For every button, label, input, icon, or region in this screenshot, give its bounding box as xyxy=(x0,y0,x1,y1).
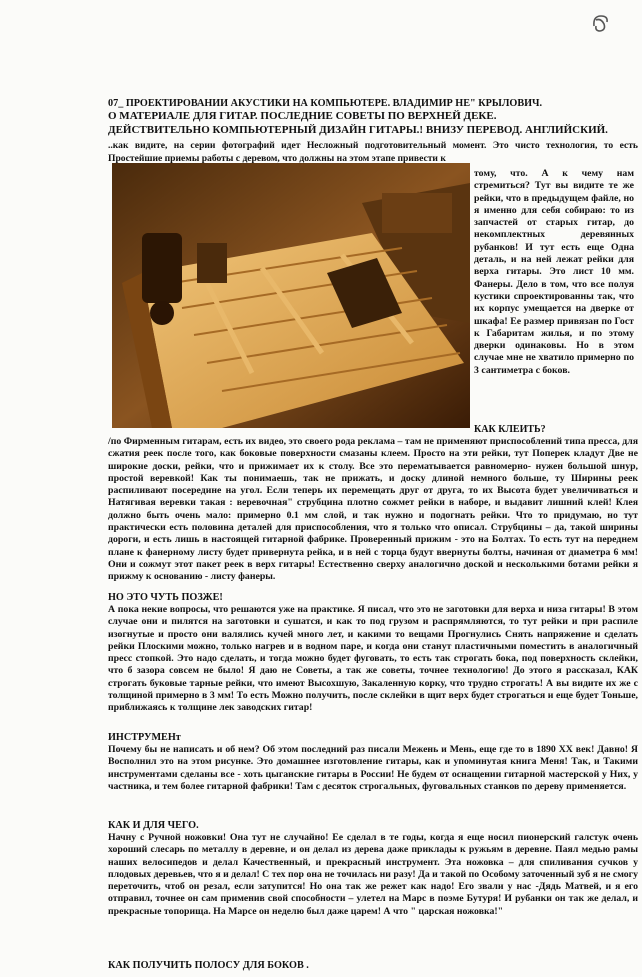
section-heading-tool: ИНСТРУМЕНт xyxy=(108,732,181,743)
workshop-photo-drawing xyxy=(112,163,470,428)
paragraph-tool: Почему бы не написать и об нем? Об этом последний раз писали Межень и Мень, еще где то в 1890 XX век! Давно! Я Восполнил это на этом рисунке. Это домашнее изготовление гитары, как и упоминутая книга Меня! Так, и Такими инструментами сделаны все - хоть цыганские гитары в России! Не будем от оснащении гитарной мастерской у Них, у частника, и тем более гитарной фабрики! Там с десяток строгальных, фуговальных станков по дереву применяется. xyxy=(108,744,638,792)
section-heading-later: НО ЭТО ЧУТЬ ПОЗЖЕ! xyxy=(108,592,223,603)
header-line-3: ДЕЙСТВИТЕЛЬНО КОМПЬЮТЕРНЫЙ ДИЗАЙН ГИТАРЫ.! ВНИЗУ ПЕРЕВОД. АНГЛИЙСКИЙ. xyxy=(108,124,608,136)
paragraph-practice: А пока некие вопросы, что решаются уже на практике. Я писал, что это не заготовки для верха и низа гитары! В этом случае они и пилятся на заготовки и сушатся, и как то под грузом и распрямляются, то тут рейки и при распиле изогнутые и просто они валялись кучей много лет, и какими то вещами Прогнулись Снять напряжение и сделать рейки Плоскими можно, только нагрев и в водном паре, и когда они станут пластичными поместить в аналогичный пресс стопкой. Это надо сделать, и тогда можно будет фуговать, то есть так строгать бока, под поверхность склейки, что б зазора совсем не было! Я даю не Советы, а так же советы, точнее технологию! До этого я рассказал, КАК строгать буковые тарные рейки, что имеют Высохшую, Закаленную корку, что трудно строгать! А вы видите их же с толщиной примерно в 3 мм! То есть Можно получить, после склейки в щит верх будет строгаться и еще будет Тоньше, приближаясь к толщине лек заводских гитар! xyxy=(108,604,638,714)
header-line-1: 07_ ПРОЕКТИРОВАНИИ АКУСТИКИ НА КОМПЬЮТЕРЕ. ВЛАДИМИР НЕ" КРЫЛОВИЧ. xyxy=(108,98,543,109)
side-column-text: тому, что. А к чему нам стремиться? Тут вы видите те же рейки, что в предыдущем файле, но я именно для себя собираю: то из запчастей от старых гитар, до некомплектных деревянных рубанков! И тут есть еще Одна деталь, и на ней лежат рейки для верха гитары. Это лист 10 мм. Фанеры. Дело в том, что все полуя кустики спроектированны так, что их корпус умещается на дверке от шкафа! Ее размер привязан по Гост к Габаритам жилья, и по этому дверки одинаковы. Но в этом случае мне не хватило примерно по 3 сантиметра с боков. xyxy=(474,168,634,376)
section-heading-why: КАК И ДЛЯ ЧЕГО. xyxy=(108,820,199,831)
workshop-photo xyxy=(112,163,470,428)
section-heading-how-glue: КАК КЛЕИТЬ? xyxy=(474,424,546,435)
corner-scribble-mark xyxy=(590,12,612,36)
header-line-2: О МАТЕРИАЛЕ ДЛЯ ГИТАР. ПОСЛЕДНИЕ СОВЕТЫ ПО ВЕРХНЕЙ ДЕКЕ. xyxy=(108,110,497,122)
paragraph-saw: Начну с Ручной ножовки! Она тут не случайно! Ее сделал в те годы, когда я еще носил пионерский галстук очень хороший слесарь по металлу в деревне, и он делал из дерева даже приклады к ружьям в деревне. Паял медью рамы наших велосипедов и делал Качественный, и прекрасный инструмент. Эта ножовка – для спиливания сучков у плодовых деревьев, что я и делал! С тех пор она не точилась ни разу! Да и такой по Особому заточенный зуб я не смогу переточить, чтоб он резал, если затупится! Но она так же режет как надо! Его звали у нас -Дядь Матвей, и я его отправил, точнее он сам применив свой способности – улетел на Марс в поэме Бутуря! И рубанки он так же делал, и прекрасные топорища. На Марсе он неделю был даже царем! А что " царская ножовка!" xyxy=(108,832,638,917)
section-heading-strip: КАК ПОЛУЧИТЬ ПОЛОСУ ДЛЯ БОКОВ . xyxy=(108,960,309,971)
paragraph-gluing: /по Фирменным гитарам, есть их видео, это своего рода реклама – там не применяют приспособлений типа пресса, для сжатия реек после того, как боковые поверхности смазаны клеем. Просто на эти рейки, тут Поперек кладут Две не широкие доски, рейки, что и прижимает их к столу. Все это перематывается равномерно- нужен большой шнур, простой веревкой! Как ты понимаешь, так не прижать, и доску длиной немного больше, ту Ширины реек распиливают посередине на угол. Если теперь их перемещать друг от друга, то их Высота будет увеличиваться и Натягивая веревки такая : веревочная" струбцина плотно сожмет рейки в наборе, и выдавит лишний клей! Клея должно быть очень мало: примерно 0.1 мм слой, и так нужно и подогнать рейки. Что то придумаю, но тут практически есть половина деталей для приспособления, что я только что описал. Струбцины – да, такой ширины дороги, и есть лишь в настоящей гитарной фабрике. Проверенный прижим - это на Болтах. То есть тут на переднем плане к фанерному листу будет привернута рейка, и в ней с торца будут ввернуты болты, начиная от диаметра 6 мм! Они и сожмут этот пакет реек в верх гитары! Естественно сверху аналогично доской и несколькими ботами рейки я прижму к основанию - листу фанеры. xyxy=(108,436,638,583)
intro-paragraph: ..как видите, на серии фотографий идет Несложный подготовительный момент. Это чисто технология, то есть Простейшие приемы работы с деревом, что должны на этом этапе привести к xyxy=(108,140,638,164)
